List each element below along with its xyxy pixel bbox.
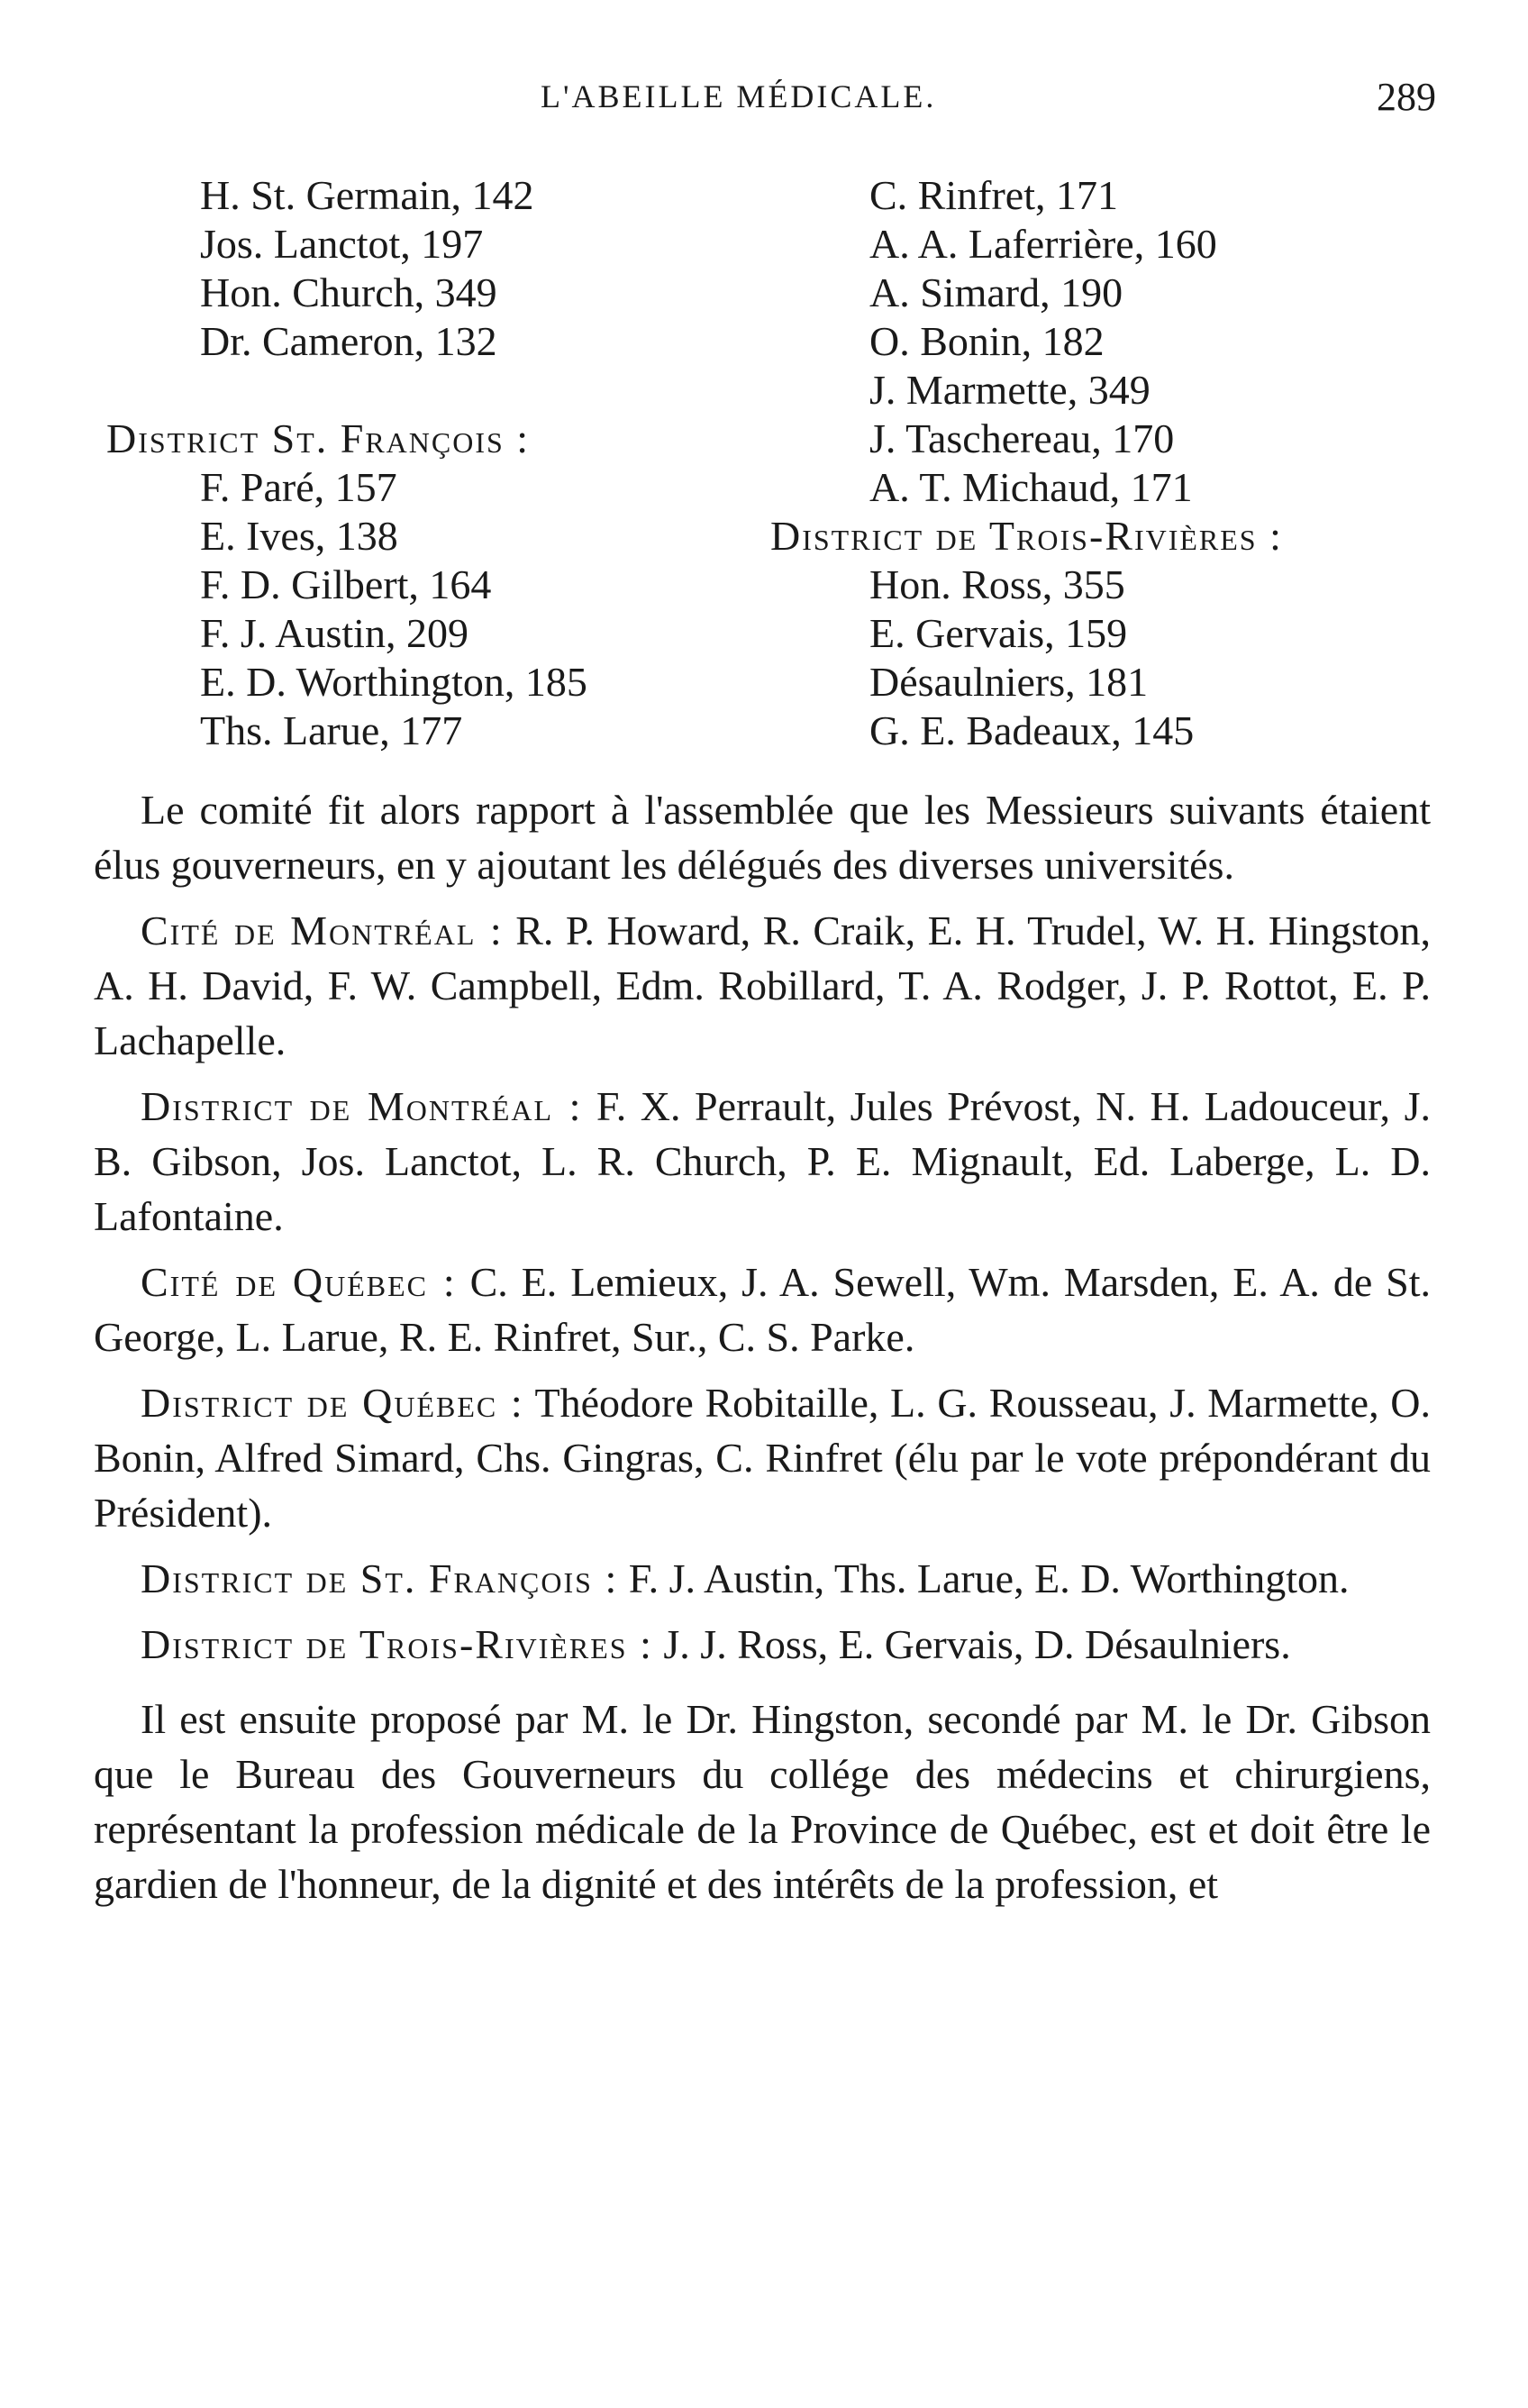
paragraph-label: Cité de Québec : — [141, 1259, 457, 1305]
list-item: Désaulniers, 181 — [869, 659, 1149, 705]
spacer — [106, 366, 791, 415]
paragraph-text: F. J. Austin, Ths. Larue, E. D. Worthington. — [618, 1555, 1350, 1601]
list-item: G. E. Badeaux, 145 — [869, 707, 1195, 753]
district-heading: District de Trois-Rivières : — [770, 513, 1283, 559]
list-item: Hon. Church, 349 — [200, 269, 497, 315]
district-quebec-paragraph — [94, 1375, 1431, 1540]
list-item: F. Paré, 157 — [200, 464, 397, 510]
paragraph-label: District de Montréal : — [141, 1083, 583, 1129]
running-head — [0, 75, 1528, 132]
list-item: Ths. Larue, 177 — [200, 707, 463, 753]
paragraph-text: R. P. Howard, R. Craik, E. H. Trudel, W. H. Hingston, A. H. David, F. W. Campbell, Edm. Robillard, T. A. Rodger, J. P. Rottot, E. P. Lachapelle. — [94, 908, 1431, 1063]
paragraph-text: F. X. Perrault, Jules Prévost, N. H. Ladouceur, J. B. Gibson, Jos. Lanctot, L. R. Church, P. E. Mignault, Ed. Laberge, L. D. Lafontaine. — [94, 1083, 1431, 1239]
vote-tally-columns — [0, 171, 1528, 766]
list-item: F. D. Gilbert, 164 — [200, 561, 492, 607]
cite-quebec-paragraph — [94, 1254, 1431, 1364]
list-item: H. St. Germain, 142 — [200, 172, 534, 218]
list-item: E. D. Worthington, 185 — [200, 659, 587, 705]
district-heading: District St. François : — [106, 415, 531, 461]
left-column — [106, 171, 791, 755]
list-item: E. Ives, 138 — [200, 513, 398, 559]
list-item: Hon. Ross, 355 — [869, 561, 1125, 607]
paragraph-label: District de Québec : — [141, 1380, 524, 1426]
paragraph-text: C. E. Lemieux, J. A. Sewell, Wm. Marsden, E. A. de St. George, L. Larue, R. E. Rinfret, Sur., C. S. Parke. — [94, 1259, 1432, 1360]
district-trois-rivieres-paragraph — [94, 1617, 1431, 1672]
cite-montreal-paragraph — [94, 903, 1431, 1068]
closing-paragraph: Il est ensuite proposé par M. le Dr. Hingston, secondé par M. le Dr. Gibson que le Bureau des Gouverneurs du collége des médecins et chirurgiens, représentant la profession médicale de la Province de Québec, est et doit être le gardien de l'honneur, de la dignité et des intérêts de la profession, et — [94, 1696, 1431, 1907]
district-st-francois-paragraph — [94, 1551, 1431, 1606]
paragraph-label: District de Trois-Rivières : — [141, 1621, 653, 1667]
right-column — [770, 171, 1455, 755]
list-item: A. Simard, 190 — [869, 269, 1123, 315]
list-item: A. T. Michaud, 171 — [869, 464, 1193, 510]
list-item: Jos. Lanctot, 197 — [200, 221, 484, 267]
running-title: L'ABEILLE MÉDICALE. — [541, 78, 937, 114]
list-item: A. A. Laferrière, 160 — [869, 221, 1217, 267]
list-item: O. Bonin, 182 — [869, 318, 1105, 364]
page-number: 289 — [1377, 75, 1436, 119]
paragraph-label: Cité de Montréal : — [141, 908, 504, 953]
list-item: F. J. Austin, 209 — [200, 610, 468, 656]
list-item: E. Gervais, 159 — [869, 610, 1128, 656]
list-item: Dr. Cameron, 132 — [200, 318, 497, 364]
list-item: J. Marmette, 349 — [869, 367, 1151, 413]
paragraph-label: District de St. François : — [141, 1555, 619, 1601]
district-montreal-paragraph — [94, 1079, 1431, 1244]
paragraph-text: Théodore Robitaille, L. G. Rousseau, J. Marmette, O. Bonin, Alfred Simard, Chs. Gingras, C. Rinfret (élu par le vote prépondérant du Président). — [94, 1380, 1431, 1536]
body-text — [94, 782, 1431, 1922]
intro-paragraph: Le comité fit alors rapport à l'assemblée que les Messieurs suivants étaient élus gouverneurs, en y ajoutant les délégués des diverses universités. — [94, 787, 1431, 888]
list-item: J. Taschereau, 170 — [869, 415, 1175, 461]
list-item: C. Rinfret, 171 — [869, 172, 1118, 218]
paragraph-text: J. J. Ross, E. Gervais, D. Désaulniers. — [652, 1621, 1291, 1667]
